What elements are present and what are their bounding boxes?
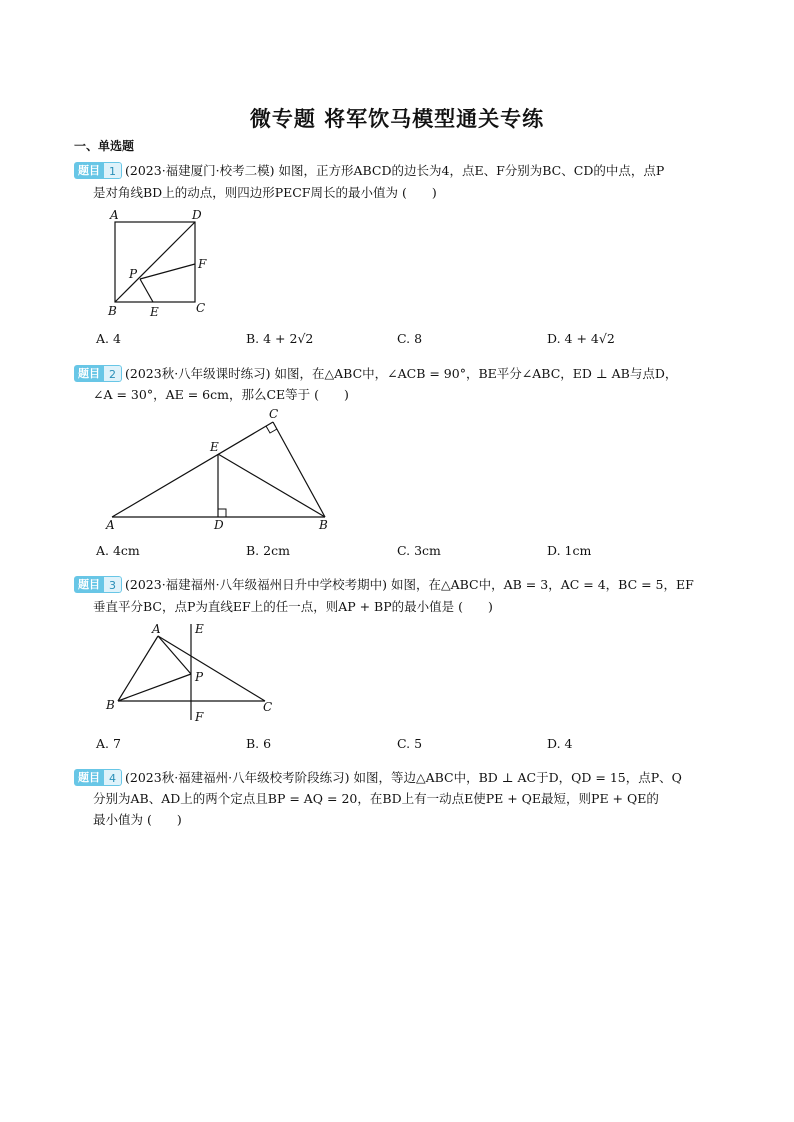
label-c: C: [269, 407, 279, 421]
label-p: P: [129, 267, 138, 281]
side-cb: [273, 422, 325, 517]
question-2-figure: [100, 405, 340, 535]
question-3-figure: [100, 617, 290, 727]
question-1-text-line2: 是对角线BD上的动点，则四边形PECF周长的最小值为 ( ): [93, 185, 437, 200]
label-p: P: [195, 670, 204, 684]
question-2-option-a: A. 4cm: [96, 543, 140, 558]
badge-number: 2: [104, 365, 122, 382]
label-a: A: [110, 208, 119, 222]
segment-bp: [118, 674, 191, 701]
question-2-option-b: B. 2cm: [246, 543, 290, 558]
question-3-option-d: D. 4: [547, 736, 573, 751]
question-1-option-d: D. 4 + 4√2: [547, 331, 615, 346]
bisector-be: [218, 454, 325, 517]
question-4-text-line2: 分别为AB、AD上的两个定点且BP = AQ = 20，在BD上有一动点E使PE + QE最短，则PE + QE的: [93, 791, 659, 806]
label-a: A: [106, 518, 115, 532]
label-e: E: [150, 305, 159, 319]
question-2-option-d: D. 1cm: [547, 543, 592, 558]
label-d: D: [214, 518, 224, 532]
side-ac: [112, 422, 273, 517]
label-c: C: [263, 700, 273, 714]
label-e: E: [210, 440, 219, 454]
badge-label: 题目: [74, 576, 104, 593]
question-3-option-a: A. 7: [96, 736, 121, 751]
label-e: E: [195, 622, 204, 636]
question-4-text-line3: 最小值为 ( ): [93, 812, 182, 827]
question-2-text-line2: ∠A = 30°，AE = 6cm，那么CE等于 ( ): [93, 387, 349, 402]
badge-label: 题目: [74, 162, 104, 179]
segment-pf: [140, 264, 195, 279]
question-2-option-c: C. 3cm: [397, 543, 441, 558]
label-f: F: [198, 257, 207, 271]
question-badge: [74, 162, 122, 179]
question-1-option-b: B. 4 + 2√2: [246, 331, 314, 346]
question-1-option-a: A. 4: [96, 331, 121, 346]
segment-ap: [158, 636, 191, 674]
question-badge: [74, 365, 122, 382]
badge-number: 1: [104, 162, 122, 179]
badge-number: 3: [104, 576, 122, 593]
question-3-header: [74, 575, 694, 593]
side-ab: [118, 636, 158, 701]
question-badge: [74, 576, 122, 593]
question-1-figure: [100, 202, 230, 322]
label-a: A: [152, 622, 161, 636]
badge-number: 4: [104, 769, 122, 786]
label-b: B: [108, 304, 117, 318]
question-4-header: [74, 768, 682, 786]
label-d: D: [192, 208, 202, 222]
question-1-text-line1: (2023·福建厦门·校考二模) 如图，正方形ABCD的边长为4，点E、F分别为BC、CD的中点，点P: [125, 163, 665, 178]
question-3-option-c: C. 5: [397, 736, 423, 751]
right-angle-d: [218, 509, 226, 517]
question-1-option-c: C. 8: [397, 331, 423, 346]
label-c: C: [196, 301, 206, 315]
page-title: 微专题 将军饮马模型通关专练: [249, 107, 545, 131]
segment-pe: [140, 279, 153, 302]
question-badge: [74, 769, 122, 786]
question-3-option-b: B. 6: [246, 736, 272, 751]
question-2-header: [74, 364, 677, 382]
question-3-text-line1: (2023·福建福州·八年级福州日升中学校考期中) 如图，在△ABC中，AB = 3，AC = 4，BC = 5，EF: [125, 577, 694, 592]
section-heading: 一、单选题: [74, 139, 135, 153]
label-b: B: [106, 698, 115, 712]
diagonal-bd: [115, 222, 195, 302]
label-b: B: [319, 518, 328, 532]
question-3-text-line2: 垂直平分BC，点P为直线EF上的任一点，则AP + BP的最小值是 ( ): [93, 599, 493, 614]
side-ac: [158, 636, 265, 701]
question-4-text-line1: (2023秋·福建福州·八年级校考阶段练习) 如图，等边△ABC中，BD ⊥ AC于D，QD = 15，点P、Q: [125, 770, 682, 785]
question-1-header: [74, 161, 664, 179]
badge-label: 题目: [74, 365, 104, 382]
badge-label: 题目: [74, 769, 104, 786]
question-2-text-line1: (2023秋·八年级课时练习) 如图，在△ABC中，∠ACB = 90°，BE平分∠ABC，ED ⊥ AB与点D，: [125, 366, 678, 381]
label-f: F: [195, 710, 204, 724]
